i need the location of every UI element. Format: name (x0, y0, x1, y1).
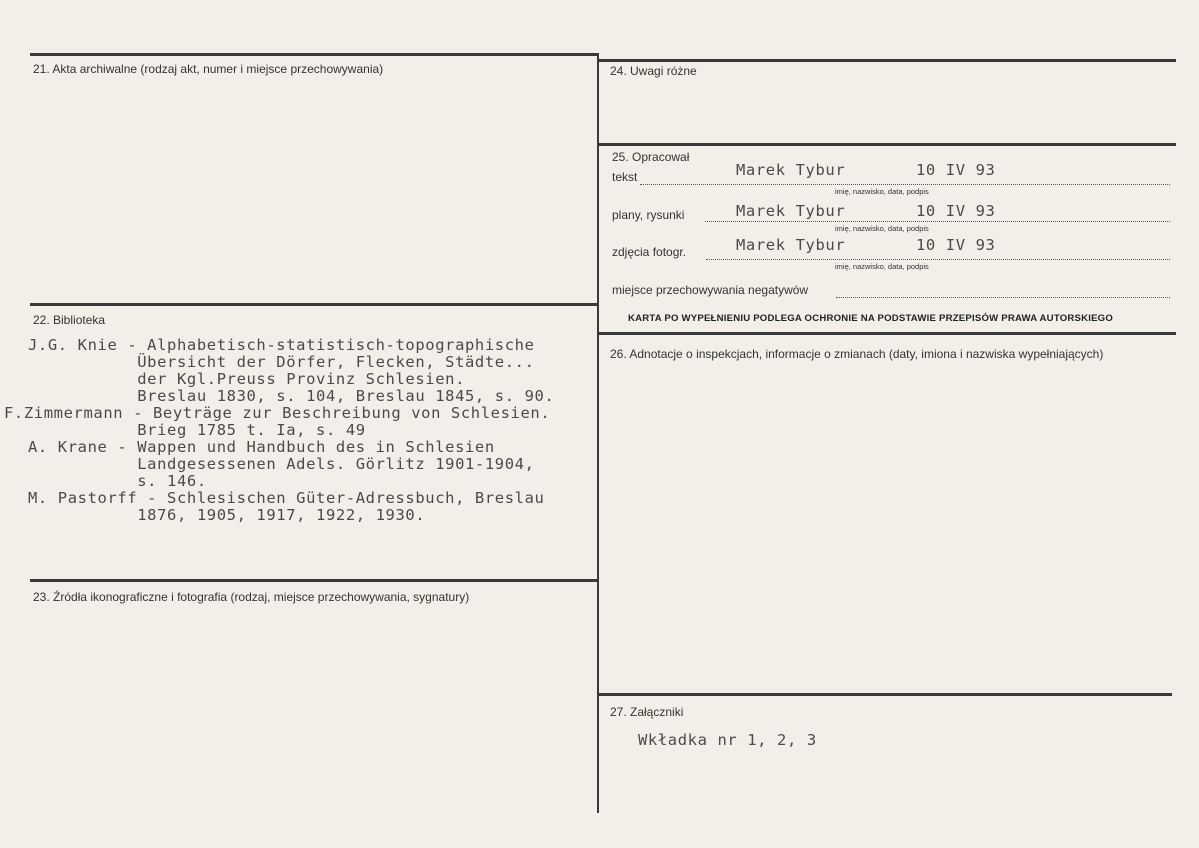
rule-25-26 (598, 332, 1176, 335)
library-entry-line: F.Zimmermann - Beyträge zur Beschreibung von Schlesien. (4, 404, 551, 422)
author-name: Marek Tybur (736, 161, 846, 179)
author-date: 10 IV 93 (916, 161, 996, 179)
row-label-text: tekst (612, 170, 638, 184)
library-entry-line: J.G. Knie - Alphabetisch-statistisch-topographische (28, 336, 535, 354)
library-entry-line: s. 146. (28, 472, 207, 490)
author-date: 10 IV 93 (916, 202, 996, 220)
library-entry-line: der Kgl.Preuss Provinz Schlesien. (28, 370, 465, 388)
copyright-note: KARTA PO WYPEŁNIENIU PODLEGA OCHRONIE NA PODSTAWIE PRZEPISÓW PRAWA AUTORSKIEGO (628, 313, 1114, 324)
author-date: 10 IV 93 (916, 236, 996, 254)
section-27-label: 27. Załączniki (610, 705, 684, 719)
dotted-line (640, 184, 1170, 185)
section-22-label: 22. Biblioteka (33, 313, 106, 327)
section-25-label: 25. Opracował (612, 150, 690, 164)
dotted-line (706, 259, 1170, 260)
author-name: Marek Tybur (736, 202, 846, 220)
section-24-label: 24. Uwagi różne (610, 64, 697, 78)
rule-26-27 (598, 693, 1172, 696)
signature-caption: imię, nazwisko, data, podpis (835, 262, 929, 271)
center-divider (597, 53, 599, 813)
signature-caption: imię, nazwisko, data, podpis (835, 187, 929, 196)
section-26-label: 26. Adnotacje o inspekcjach, informacje o zmianach (daty, imiona i nazwiska wypełniających) (610, 347, 1104, 361)
attachments-value: Wkładka nr 1, 2, 3 (638, 731, 817, 749)
rule-21-22 (30, 303, 598, 306)
section-21-label: 21. Akta archiwalne (rodzaj akt, numer i miejsce przechowywania) (33, 62, 384, 76)
dotted-line (705, 221, 1170, 222)
row-label-photos: zdjęcia fotogr. (612, 245, 687, 259)
rule-22-23 (30, 579, 598, 582)
top-rule-right (598, 59, 1176, 62)
negatives-label: miejsce przechowywania negatywów (612, 283, 809, 297)
top-rule-left (30, 53, 598, 56)
library-entry-line: Breslau 1830, s. 104, Breslau 1845, s. 90. (28, 387, 555, 405)
rule-24-25 (598, 143, 1176, 146)
dotted-line (836, 297, 1170, 298)
author-name: Marek Tybur (736, 236, 846, 254)
row-label-plans: plany, rysunki (612, 208, 685, 222)
section-23-label: 23. Źródła ikonograficzne i fotografia (rodzaj, miejsce przechowywania, sygnatury) (33, 590, 470, 604)
library-entry-line: 1876, 1905, 1917, 1922, 1930. (28, 506, 426, 524)
library-entry-line: Landgesessenen Adels. Görlitz 1901-1904, (28, 455, 535, 473)
library-entry-line: Übersicht der Dörfer, Flecken, Städte... (28, 353, 535, 371)
signature-caption: imię, nazwisko, data, podpis (835, 224, 929, 233)
library-entry-line: Brieg 1785 t. Ia, s. 49 (28, 421, 366, 439)
library-entry-line: M. Pastorff - Schlesischen Güter-Adressbuch, Breslau (28, 489, 545, 507)
library-entry-line: A. Krane - Wappen und Handbuch des in Schlesien (28, 438, 495, 456)
